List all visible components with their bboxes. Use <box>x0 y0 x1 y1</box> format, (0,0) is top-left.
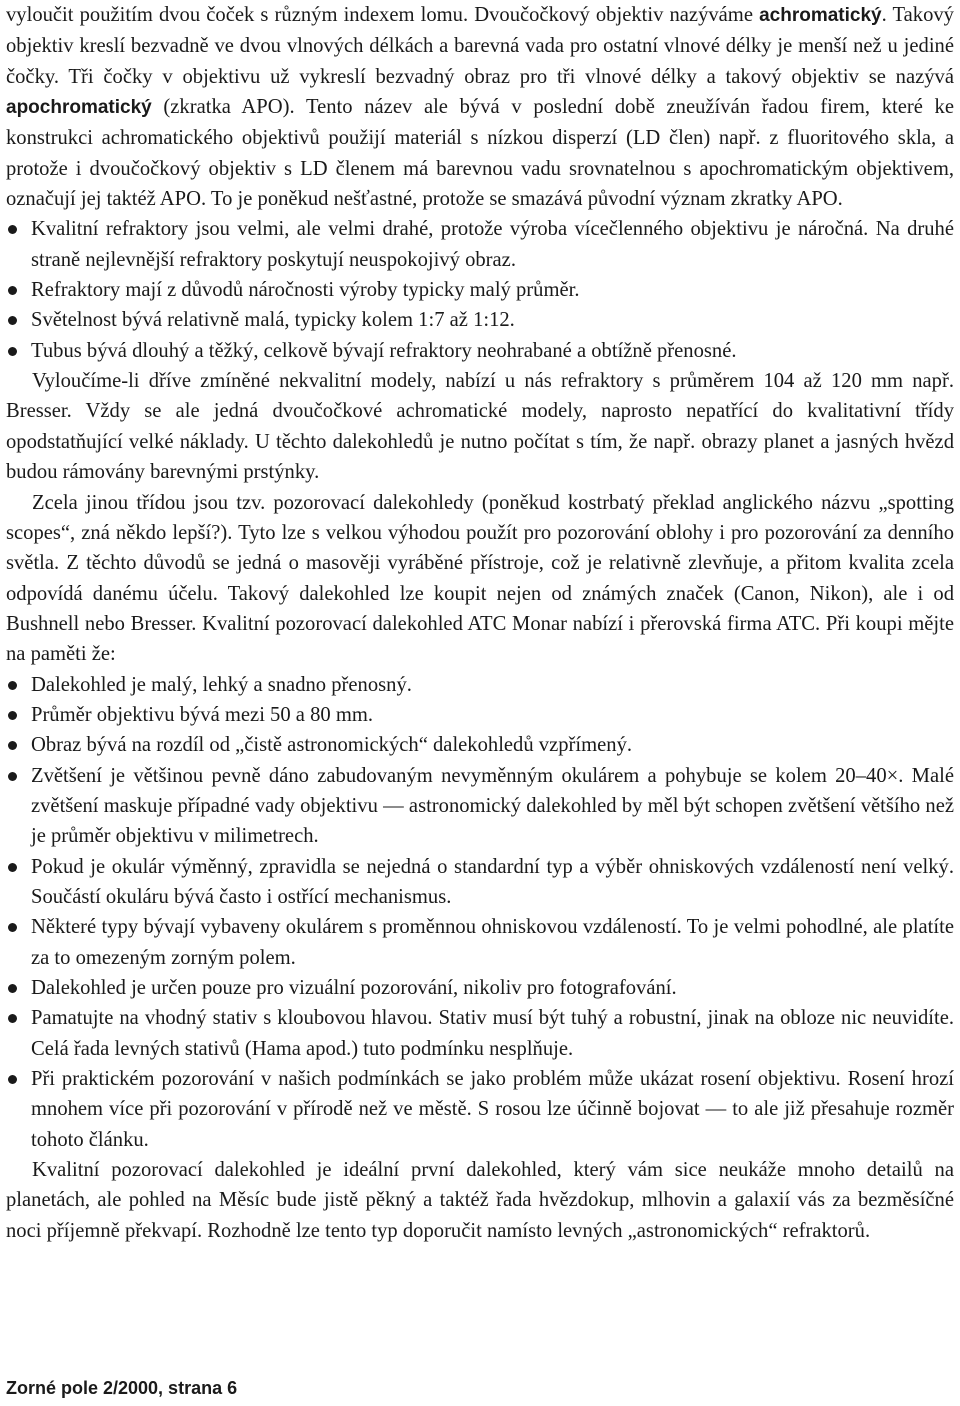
bullet-icon <box>8 984 17 993</box>
refractor-drawbacks-list <box>6 214 954 366</box>
bullet-icon <box>8 347 17 356</box>
paragraph-available-refractors: Vyloučíme-li dříve zmíněné nekvalitní modely, nabízí u nás refraktory s průměrem 104 až 120 mm např. Bresser. Vždy se ale jedná dvoučočkové achromatické modely, naprosto nepatřící do kvalitativní třídy opodstatňující velké náklady. U těchto dalekohledů je nutno počítat s tím, že např. obrazy planet a jasných hvězd budou rámovány barevnými prstýnky. <box>6 370 954 484</box>
bullet-icon <box>8 863 17 872</box>
para-text: vyloučit použitím dvou čoček s různým indexem lomu. Dvoučočkový objektiv nazýváme <box>6 4 760 26</box>
paragraph-spotting-scopes: Zcela jinou třídou jsou tzv. pozorovací dalekohledy (poněkud kostrbatý překlad anglického názvu „spotting scopes“, zná někdo lepší?). Tyto lze s velkou výhodou použít pro pozorování oblohy i pro pozorování za denního světla. Z těchto důvodů se jedná o masověji vyráběné přístroje, což je relativně zlevňuje, a přitom kvalita zcela odpovídá danému účelu. Takový dalekohled lze koupit nejen od známých značek (Canon, Nikon), ale i od Bushnell nebo Bresser. Kvalitní pozorovací dalekohled ATC Monar nabízí i přerovská firma ATC. Při koupi mějte na paměti že: <box>6 491 954 666</box>
bullet-icon <box>8 1014 17 1023</box>
list-item <box>6 700 954 730</box>
list-item-text: Pamatujte na vhodný stativ s kloubovou hlavou. Stativ musí být tuhý a robustní, jinak na obloze nic neuvidíte. Celá řada levných stativů (Hama apod.) tuto podmínku nesplňuje. <box>31 1007 954 1060</box>
list-item-text: Refraktory mají z důvodů náročnosti výroby typicky malý průměr. <box>31 279 580 302</box>
list-item <box>6 305 954 335</box>
list-item-text: Při praktickém pozorování v našich podmínkách se jako problém může ukázat rosení objektivu. Rosení hrozí mnohem více při pozorování v přírodě než ve městě. S rosou lze účinně bojovat — to ale již přesahuje rozměr tohoto článku. <box>31 1068 954 1151</box>
bullet-icon <box>8 225 17 234</box>
para-text: (zkratka APO). Tento název ale bývá v poslední době zneužíván řadou firem, které ke konstrukci achromatického objektivů použijí materiál s nízkou disperzí (LD člen) např. z fluoritového skla, a protože i dvoučočkový objektiv s LD členem má barevnou vadu srovnatelnou s apochromatickým objektivem, označují jej taktéž APO. To je poněkud nešťastné, protože se smazává původní význam zkratky APO. <box>6 96 954 211</box>
paragraph-conclusion: Kvalitní pozorovací dalekohled je ideální první dalekohled, který vám sice neukáže mnoho detailů na planetách, ale pohled na Měsíc bude jistě pěkný a taktéž řada hvězdokup, mlhovin a galaxií vás za bezměsíčné noci příjemně překvapí. Rozhodně lze tento typ doporučit namísto levných „astronomických“ refraktorů. <box>6 1159 954 1242</box>
list-item-text: Dalekohled je určen pouze pro vizuální pozorování, nikoliv pro fotografování. <box>31 977 677 999</box>
bullet-icon <box>8 316 17 325</box>
list-item <box>6 912 954 973</box>
bullet-icon <box>8 286 17 295</box>
bullet-icon <box>8 741 17 750</box>
bullet-icon <box>8 681 17 690</box>
spotting-scope-tips-list <box>6 670 954 1156</box>
paragraph-achromatic-apo <box>6 0 954 214</box>
list-item-text: Tubus bývá dlouhý a těžký, celkově bývají refraktory neohrabané a obtížně přenosné. <box>31 339 737 362</box>
list-item <box>6 852 954 913</box>
list-item <box>6 1064 954 1155</box>
list-item <box>6 670 954 700</box>
term-achromatic: achromatický <box>759 5 882 26</box>
list-item-text: Některé typy bývají vybaveny okulárem s proměnnou ohniskovou vzdáleností. To je velmi pohodlné, ale platíte za to omezeným zorným polem. <box>31 916 954 969</box>
list-item <box>6 1003 954 1064</box>
term-apochromatic: apochromatický <box>6 97 152 119</box>
list-item-text: Pokud je okulár výměnný, zpravidla se nejedná o standardní typ a výběr ohniskových vzdáleností není velký. Součástí okuláru bývá často i ostřící mechanismus. <box>31 855 954 908</box>
bullet-icon <box>8 711 17 720</box>
list-item-text: Průměr objektivu bývá mezi 50 a 80 mm. <box>31 703 374 726</box>
list-item <box>6 214 954 275</box>
page-footer: Zorné pole 2/2000, strana 6 <box>6 1378 238 1398</box>
list-item-text: Světelnost bývá relativně malá, typicky kolem 1:7 až 1:12. <box>31 309 515 332</box>
bullet-icon <box>8 772 17 781</box>
list-item-text: Dalekohled je malý, lehký a snadno přenosný. <box>31 673 412 696</box>
list-item <box>6 275 954 305</box>
list-item-text: Obraz bývá na rozdíl od „čistě astronomických“ dalekohledů vzpřímený. <box>31 734 633 757</box>
list-item-text: Kvalitní refraktory jsou velmi, ale velmi drahé, protože výroba vícečlenného objektivu je náročná. Na druhé straně nejlevnější refraktory poskytují neuspokojivý obraz. <box>31 218 954 271</box>
bullet-icon <box>8 923 17 932</box>
para-text: . Takový objektiv kreslí bezvadně ve dvou vlnových délkách a barevná vada pro ostatní vlnové délky je menší než u jediné čočky. Tři čočky v objektivu už vykreslí bezvadný obraz pro tři vlnové délky a takový objektiv se nazývá <box>6 4 954 88</box>
list-item-text: Zvětšení je většinou pevně dáno zabudovaným nevyměnným okulárem a pohybuje se kolem 20–40×. Malé zvětšení maskuje případné vady objektivu — astronomický dalekohled by měl být schopen zvětšení většího než je průměr objektivu v milimetrech. <box>31 764 954 848</box>
list-item <box>6 973 954 1003</box>
list-item <box>6 761 954 852</box>
list-item <box>6 336 954 366</box>
list-item <box>6 730 954 760</box>
bullet-icon <box>8 1075 17 1084</box>
article-body <box>6 0 954 1246</box>
